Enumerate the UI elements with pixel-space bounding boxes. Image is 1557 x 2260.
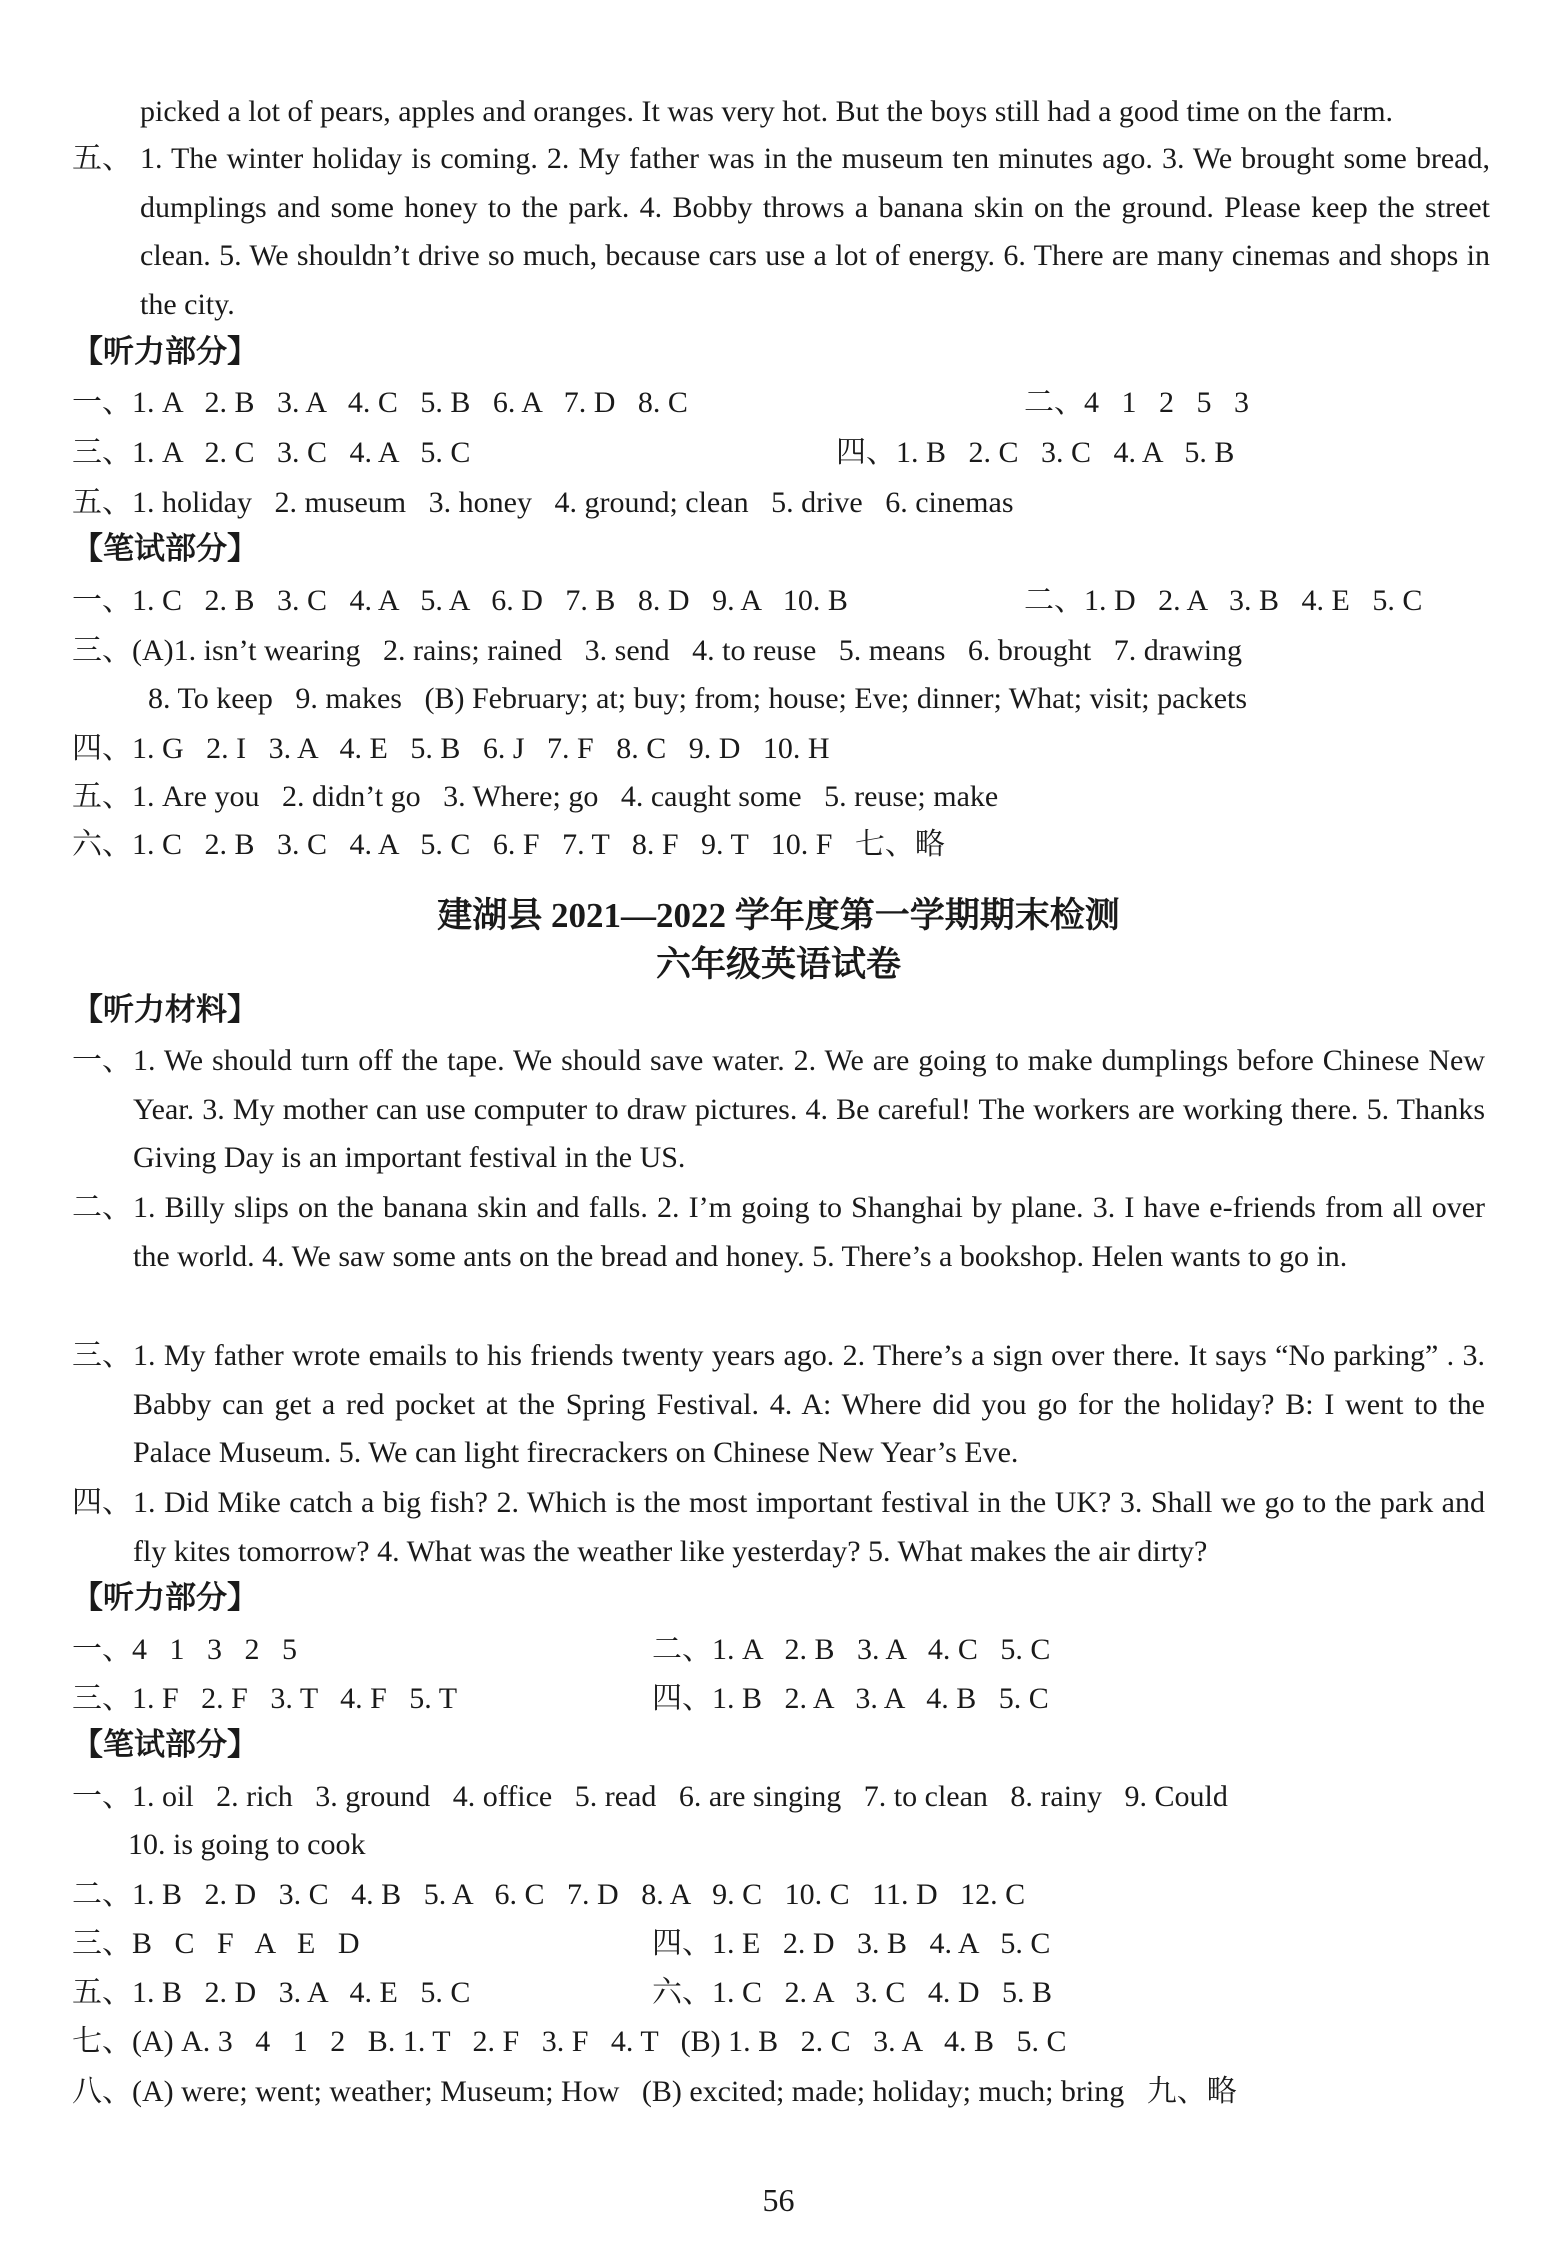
item-number: 五、 — [72, 142, 132, 175]
answer-group: 三、B C F A E D — [72, 1927, 360, 1960]
answer-group: 三、(A)1. isn’t wearing 2. rains; rained 3. send 4. to reuse 5. means 6. brought 7. drawing — [72, 634, 1243, 667]
answer-group: 四、1. B 2. A 3. A 4. B 5. C — [652, 1682, 1049, 1715]
answer-group: 五、1. B 2. D 3. A 4. E 5. C — [72, 1976, 471, 2009]
answer-group: 8. To keep 9. makes (B) February; at; buy; from; house; Eve; dinner; What; visit; packets — [148, 682, 1248, 715]
written-section-heading: 【笔试部分】 — [72, 531, 258, 566]
listening-script-4: 1. Did Mike catch a big fish? 2. Which is the most important festival in the UK? 3. Shall we go to the park and fly kites tomorrow? 4. What was the weather like yesterday? 5. What makes the air dirty? — [133, 1486, 1485, 1568]
answer-group: 四、1. E 2. D 3. B 4. A 5. C — [652, 1927, 1051, 1960]
listening-script-3: 1. My father wrote emails to his friends twenty years ago. 2. There’s a sign over there. It says “No parking” . 3. Babby can get a red pocket at the Spring Festival. 4. A: Where did you go for the holiday? B: I went to the Palace Museum. 5. We can light firecrackers on Chinese New Year’s Eve. — [133, 1339, 1485, 1469]
answer-group: 10. is going to cook — [128, 1828, 366, 1861]
item-number: 一、 — [72, 1044, 132, 1077]
answer-group: 二、1. D 2. A 3. B 4. E 5. C — [1024, 584, 1423, 617]
answer-group: 二、1. A 2. B 3. A 4. C 5. C — [652, 1633, 1051, 1666]
answer-group: 四、1. B 2. C 3. C 4. A 5. B — [836, 436, 1235, 469]
written-section-heading: 【笔试部分】 — [72, 1727, 258, 1762]
page-number: 56 — [762, 2182, 795, 2218]
answer-group: 七、(A) A. 3 4 1 2 B. 1. T 2. F 3. F 4. T (B) 1. B 2. C 3. A 4. B 5. C — [72, 2025, 1067, 2058]
answer-group: 二、4 1 2 5 3 — [1024, 386, 1249, 419]
listening-section-heading: 【听力部分】 — [72, 1580, 258, 1615]
answer-group: 一、4 1 3 2 5 — [72, 1633, 297, 1666]
answer-group: 八、(A) were; went; weather; Museum; How (B) excited; made; holiday; much; bring 九、略 — [72, 2075, 1237, 2108]
exam-subtitle: 六年级英语试卷 — [655, 945, 901, 984]
answer-group: 一、1. C 2. B 3. C 4. A 5. A 6. D 7. B 8. D 9. A 10. B — [72, 584, 848, 617]
item-number: 四、 — [72, 1486, 132, 1519]
listening-material-heading: 【听力材料】 — [72, 992, 258, 1027]
answer-group: 二、1. B 2. D 3. C 4. B 5. A 6. C 7. D 8. A 9. C 10. C 11. D 12. C — [72, 1878, 1026, 1911]
answer-group: 一、1. oil 2. rich 3. ground 4. office 5. read 6. are singing 7. to clean 8. rainy 9. Could — [72, 1780, 1228, 1813]
answer-group: 四、1. G 2. I 3. A 4. E 5. B 6. J 7. F 8. C 9. D 10. H — [72, 732, 830, 765]
item-number: 三、 — [72, 1339, 132, 1372]
listening-section-heading: 【听力部分】 — [72, 334, 258, 369]
answer-group: 六、1. C 2. B 3. C 4. A 5. C 6. F 7. T 8. F 9. T 10. F 七、略 — [72, 828, 945, 861]
exam-title: 建湖县 2021—2022 学年度第一学期期末检测 — [437, 896, 1120, 935]
item-number: 二、 — [72, 1191, 132, 1224]
answer-group: 三、1. F 2. F 3. T 4. F 5. T — [72, 1682, 458, 1715]
continued-paragraph: picked a lot of pears, apples and oranges. It was very hot. But the boys still had a good time on the farm. — [140, 95, 1394, 128]
listening-script-5: 1. The winter holiday is coming. 2. My father was in the museum ten minutes ago. 3. We brought some bread, dumplings and some honey to the park. 4. Bobby throws a banana skin on the ground. Please keep the street clean. 5. We shouldn’t drive so much, because cars use a lot of energy. 6. There are many cinemas and shops in the city. — [140, 142, 1490, 321]
answer-group: 五、1. Are you 2. didn’t go 3. Where; go 4. caught some 5. reuse; make — [72, 780, 999, 813]
answer-group: 一、1. A 2. B 3. A 4. C 5. B 6. A 7. D 8. C — [72, 386, 688, 419]
answer-group: 六、1. C 2. A 3. C 4. D 5. B — [652, 1976, 1053, 2009]
answer-group: 三、1. A 2. C 3. C 4. A 5. C — [72, 436, 471, 469]
answer-group: 五、1. holiday 2. museum 3. honey 4. ground; clean 5. drive 6. cinemas — [72, 486, 1014, 519]
listening-script-1: 1. We should turn off the tape. We should save water. 2. We are going to make dumplings before Chinese New Year. 3. My mother can use computer to draw pictures. 4. Be careful! The workers are working there. 5. Thanks Giving Day is an important festival in the US. — [133, 1044, 1485, 1174]
listening-script-2: 1. Billy slips on the banana skin and falls. 2. I’m going to Shanghai by plane. 3. I have e-friends from all over the world. 4. We saw some ants on the bread and honey. 5. There’s a bookshop. Helen wants to go in. — [133, 1191, 1485, 1273]
